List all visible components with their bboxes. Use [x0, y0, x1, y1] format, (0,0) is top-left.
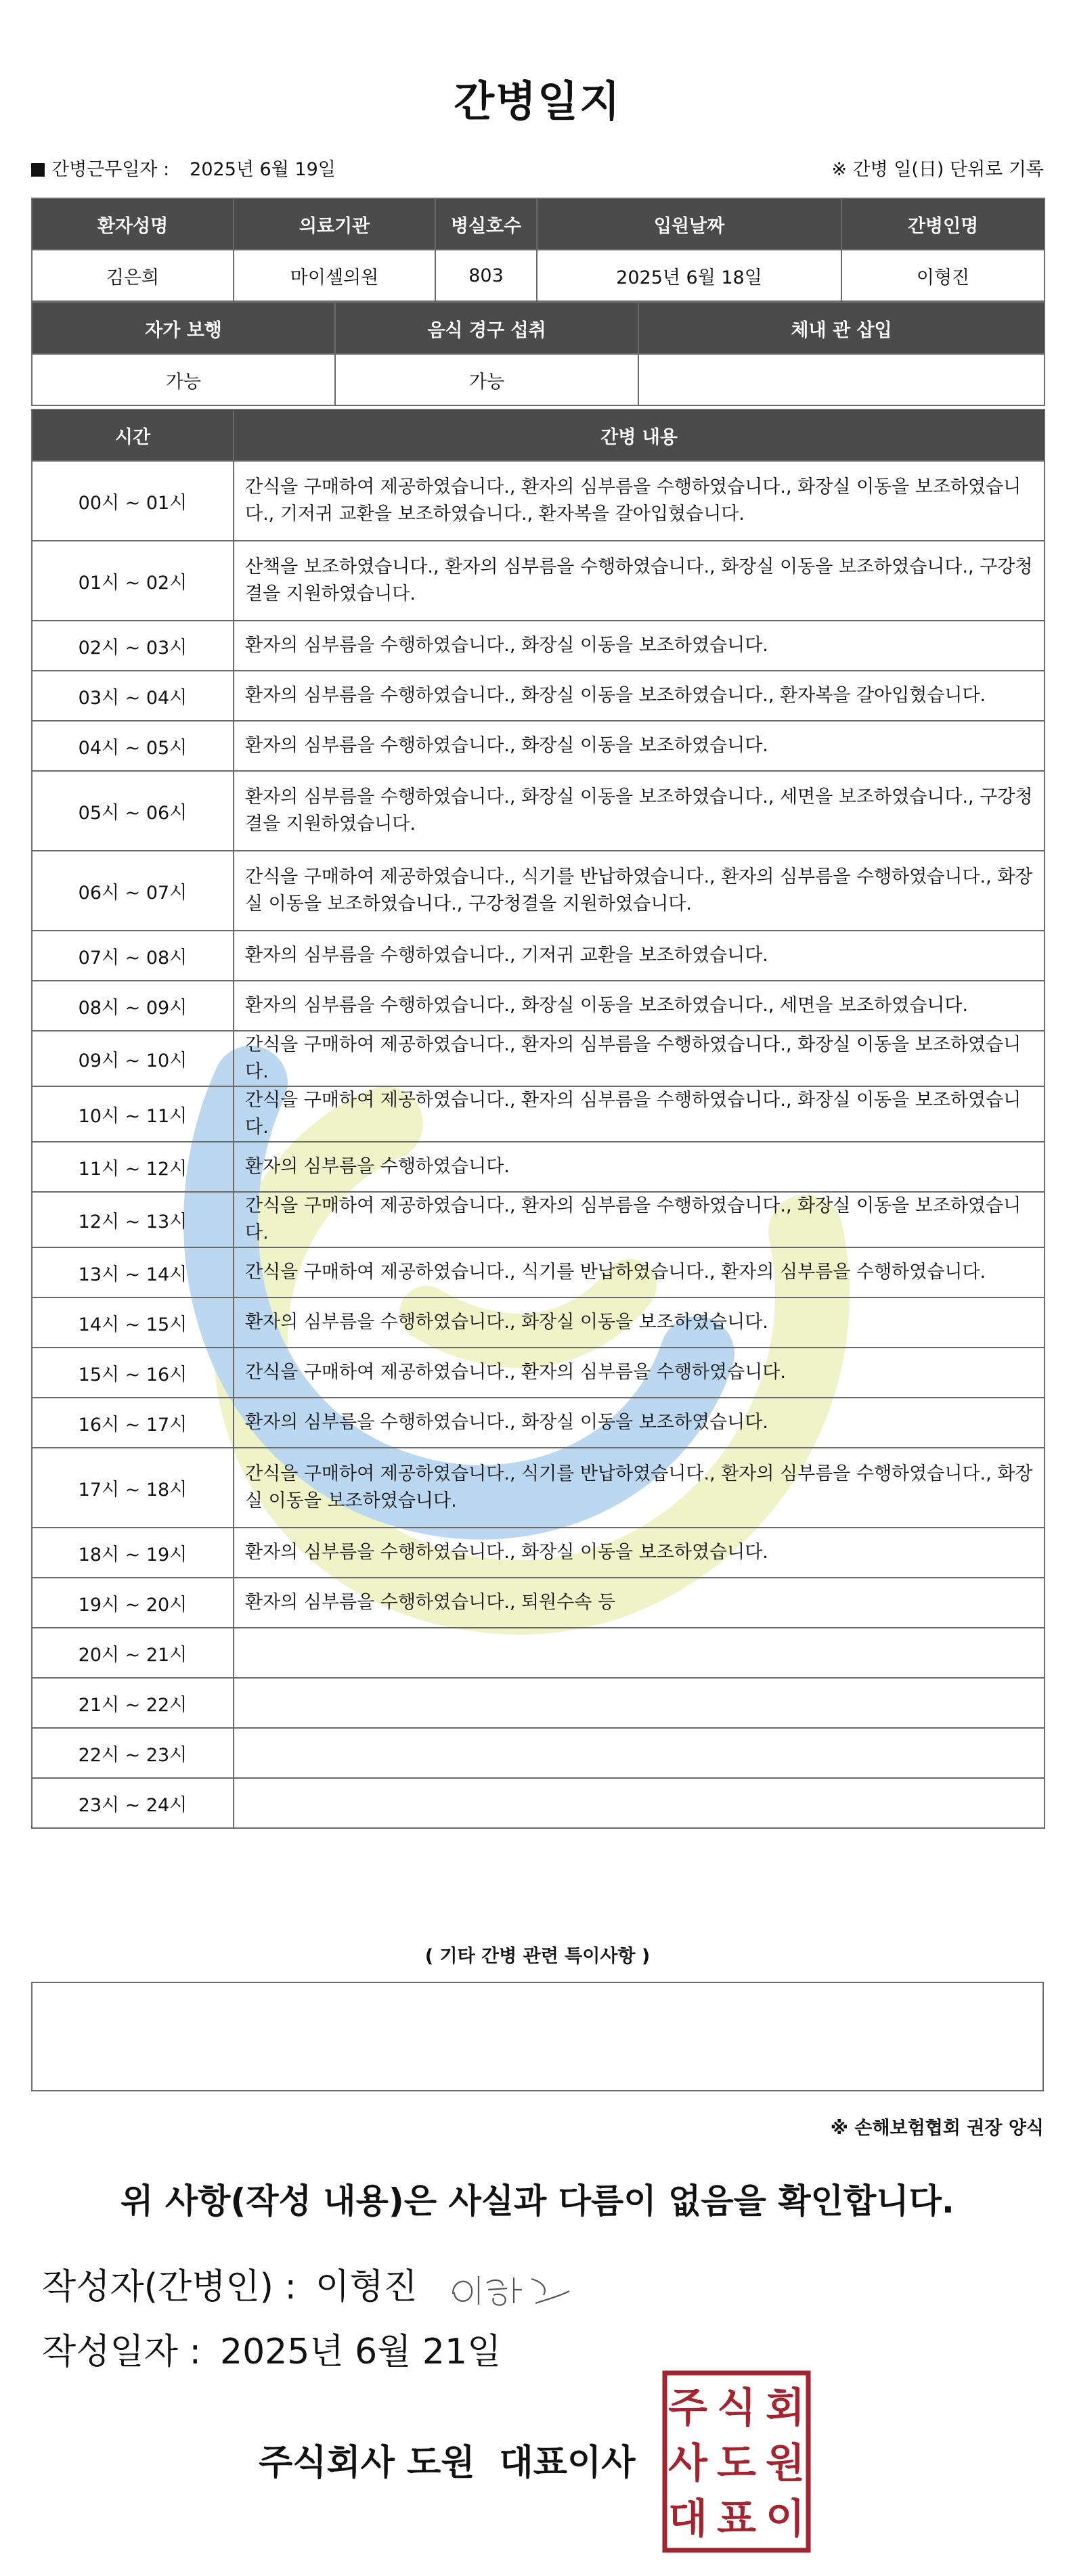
care-row-content: 환자의 심부름을 수행하였습니다., 퇴원수속 등	[234, 1578, 1045, 1628]
patient-info-header-row	[32, 198, 1045, 250]
care-row-time: 12시 ~ 13시	[32, 1192, 234, 1247]
care-row	[32, 1398, 1045, 1448]
write-date-line	[42, 2323, 501, 2374]
care-row	[32, 1728, 1045, 1778]
care-header-row	[32, 409, 1045, 461]
care-row-content: 간식을 구매하여 제공하였습니다., 환자의 심부름을 수행하였습니다.	[234, 1348, 1045, 1398]
care-row-content	[234, 1728, 1045, 1778]
care-row-content: 환자의 심부름을 수행하였습니다., 화장실 이동을 보조하였습니다.	[234, 621, 1045, 671]
care-row-content	[234, 1628, 1045, 1678]
meta-row	[31, 154, 1044, 184]
care-row-content: 간식을 구매하여 제공하였습니다., 환자의 심부름을 수행하였습니다., 화장실 이동을 보조하였습니다.	[234, 1192, 1045, 1247]
value-hospital: 마이셀의원	[234, 250, 435, 301]
care-row	[32, 671, 1045, 721]
unit-note: ※ 간병 일(日) 단위로 기록	[831, 159, 1044, 180]
special-notes-box	[31, 1982, 1044, 2091]
care-row-content: 환자의 심부름을 수행하였습니다.	[234, 1142, 1045, 1192]
care-row	[32, 1247, 1045, 1297]
care-row-time: 20시 ~ 21시	[32, 1628, 234, 1678]
care-row-content: 간식을 구매하여 제공하였습니다., 환자의 심부름을 수행하였습니다., 화장실 이동을 보조하였습니다.	[234, 1031, 1045, 1086]
care-row	[32, 1142, 1045, 1192]
care-row-time: 09시 ~ 10시	[32, 1031, 234, 1086]
svg-text:사: 사	[668, 2440, 707, 2487]
care-row-content: 환자의 심부름을 수행하였습니다., 화장실 이동을 보조하였습니다.	[234, 1398, 1045, 1448]
company-name: 주식회사 도원	[259, 2443, 475, 2483]
care-row	[32, 461, 1045, 541]
recommend-note: ※ 손해보험협회 권장 양식	[830, 2118, 1044, 2139]
care-row-content: 환자의 심부름을 수행하였습니다., 화장실 이동을 보조하였습니다.	[234, 1297, 1045, 1348]
care-row-time: 00시 ~ 01시	[32, 461, 234, 541]
care-row-time: 05시 ~ 06시	[32, 771, 234, 851]
company-line	[259, 2434, 635, 2485]
document-title: 간병일지	[454, 76, 621, 126]
care-row	[32, 1086, 1045, 1142]
company-seal-icon	[661, 2369, 812, 2554]
care-row-content: 간식을 구매하여 제공하였습니다., 환자의 심부름을 수행하였습니다., 화장실 이동을 보조하였습니다., 기저귀 교환을 보조하였습니다., 환자복을 갈아입혔습니다.	[234, 461, 1045, 541]
patient-info-value-row	[32, 250, 1045, 301]
care-row-time: 10시 ~ 11시	[32, 1086, 234, 1142]
care-row-time: 07시 ~ 08시	[32, 931, 234, 981]
svg-text:도: 도	[717, 2440, 756, 2487]
care-row-time: 13시 ~ 14시	[32, 1247, 234, 1297]
care-row-time: 14시 ~ 15시	[32, 1297, 234, 1348]
care-row	[32, 931, 1045, 981]
special-notes-label: ( 기타 간병 관련 특이사항 )	[424, 1946, 651, 1967]
patient-info-table	[31, 198, 1045, 302]
care-row-time: 11시 ~ 12시	[32, 1142, 234, 1192]
ceo-title: 대표이사	[499, 2443, 636, 2483]
care-row	[32, 1528, 1045, 1578]
care-row-time: 18시 ~ 19시	[32, 1528, 234, 1578]
square-bullet-icon	[31, 163, 45, 177]
value-admission-date: 2025년 6월 18일	[537, 250, 841, 301]
header-time: 시간	[32, 409, 234, 461]
work-date-value: 2025년 6월 19일	[190, 159, 336, 180]
care-row	[32, 1678, 1045, 1728]
writer-name: 이형진	[315, 2267, 418, 2307]
work-date-label: 간병근무일자 :	[51, 159, 170, 180]
value-self-walking: 가능	[32, 354, 335, 405]
care-row-content: 산책을 보조하였습니다., 환자의 심부름을 수행하였습니다., 화장실 이동을 보조하였습니다., 구강청결을 지원하였습니다.	[234, 541, 1045, 621]
care-row-content: 환자의 심부름을 수행하였습니다., 화장실 이동을 보조하였습니다., 세면을 보조하였습니다., 구강청결을 지원하였습니다.	[234, 771, 1045, 851]
care-row-content: 간식을 구매하여 제공하였습니다., 식기를 반납하였습니다., 환자의 심부름을 수행하였습니다.	[234, 1247, 1045, 1297]
ability-value-row	[32, 354, 1045, 405]
care-row	[32, 1348, 1045, 1398]
care-row-time: 23시 ~ 24시	[32, 1778, 234, 1828]
care-row	[32, 981, 1045, 1031]
care-row-content: 환자의 심부름을 수행하였습니다., 화장실 이동을 보조하였습니다., 세면을 보조하였습니다.	[234, 981, 1045, 1031]
care-row-content: 간식을 구매하여 제공하였습니다., 환자의 심부름을 수행하였습니다., 화장실 이동을 보조하였습니다.	[234, 1086, 1045, 1142]
svg-text:표: 표	[717, 2495, 756, 2543]
care-row	[32, 1031, 1045, 1086]
ability-header-row	[32, 303, 1045, 354]
care-row	[32, 771, 1045, 851]
care-row	[32, 541, 1045, 621]
header-patient-name: 환자성명	[32, 198, 234, 250]
write-date-value: 2025년 6월 21일	[219, 2332, 502, 2372]
care-row-time: 08시 ~ 09시	[32, 981, 234, 1031]
care-row-time: 22시 ~ 23시	[32, 1728, 234, 1778]
care-row-time: 16시 ~ 17시	[32, 1398, 234, 1448]
care-content-table	[31, 409, 1045, 1829]
header-caregiver-name: 간병인명	[841, 198, 1045, 250]
write-date-label: 작성일자 :	[42, 2332, 201, 2372]
care-row	[32, 1448, 1045, 1528]
svg-text:식: 식	[717, 2384, 756, 2432]
care-row-time: 19시 ~ 20시	[32, 1578, 234, 1628]
care-row-content: 환자의 심부름을 수행하였습니다., 화장실 이동을 보조하였습니다.	[234, 721, 1045, 771]
care-row-time: 17시 ~ 18시	[32, 1448, 234, 1528]
care-row-time: 03시 ~ 04시	[32, 671, 234, 721]
care-row-time: 02시 ~ 03시	[32, 621, 234, 671]
signature-icon	[446, 2265, 575, 2313]
svg-text:주: 주	[668, 2384, 707, 2432]
care-row-time: 04시 ~ 05시	[32, 721, 234, 771]
care-row-time: 01시 ~ 02시	[32, 541, 234, 621]
care-row-content	[234, 1778, 1045, 1828]
care-row-content: 간식을 구매하여 제공하였습니다., 식기를 반납하였습니다., 환자의 심부름을 수행하였습니다., 화장실 이동을 보조하였습니다., 구강청결을 지원하였습니다.	[234, 851, 1045, 931]
care-row-time: 21시 ~ 22시	[32, 1678, 234, 1728]
care-row	[32, 851, 1045, 931]
value-patient-name: 김은희	[32, 250, 234, 301]
header-tube-insertion: 체내 관 삽입	[638, 303, 1045, 354]
value-room: 803	[435, 250, 537, 301]
work-date	[31, 154, 336, 181]
confirm-statement: 위 사항(작성 내용)은 사실과 다름이 없음을 확인합니다.	[120, 2181, 955, 2221]
writer-line	[42, 2258, 575, 2312]
header-room: 병실호수	[435, 198, 537, 250]
care-row-content: 환자의 심부름을 수행하였습니다., 화장실 이동을 보조하였습니다.	[234, 1528, 1045, 1578]
care-row-time: 06시 ~ 07시	[32, 851, 234, 931]
care-row-content: 환자의 심부름을 수행하였습니다., 화장실 이동을 보조하였습니다., 환자복을 갈아입혔습니다.	[234, 671, 1045, 721]
svg-text:이: 이	[766, 2495, 805, 2543]
value-tube-insertion	[638, 354, 1045, 405]
care-row-content: 환자의 심부름을 수행하였습니다., 기저귀 교환을 보조하였습니다.	[234, 931, 1045, 981]
header-admission-date: 입원날짜	[537, 198, 841, 250]
svg-text:대: 대	[668, 2495, 707, 2543]
care-row	[32, 1778, 1045, 1828]
svg-text:원: 원	[766, 2440, 805, 2487]
header-oral-intake: 음식 경구 섭취	[335, 303, 638, 354]
patient-ability-table	[31, 302, 1045, 406]
care-row-time: 15시 ~ 16시	[32, 1348, 234, 1398]
header-self-walking: 자가 보행	[32, 303, 335, 354]
care-row	[32, 1192, 1045, 1247]
care-row-content	[234, 1678, 1045, 1728]
care-row	[32, 1297, 1045, 1348]
header-care-content: 간병 내용	[234, 409, 1045, 461]
care-row	[32, 621, 1045, 671]
care-row	[32, 721, 1045, 771]
value-caregiver-name: 이형진	[841, 250, 1045, 301]
writer-label: 작성자(간병인) :	[42, 2267, 297, 2307]
svg-text:회: 회	[766, 2384, 805, 2432]
care-row	[32, 1578, 1045, 1628]
value-oral-intake: 가능	[335, 354, 638, 405]
care-row-content: 간식을 구매하여 제공하였습니다., 식기를 반납하였습니다., 환자의 심부름을 수행하였습니다., 화장실 이동을 보조하였습니다.	[234, 1448, 1045, 1528]
care-row	[32, 1628, 1045, 1678]
header-hospital: 의료기관	[234, 198, 435, 250]
